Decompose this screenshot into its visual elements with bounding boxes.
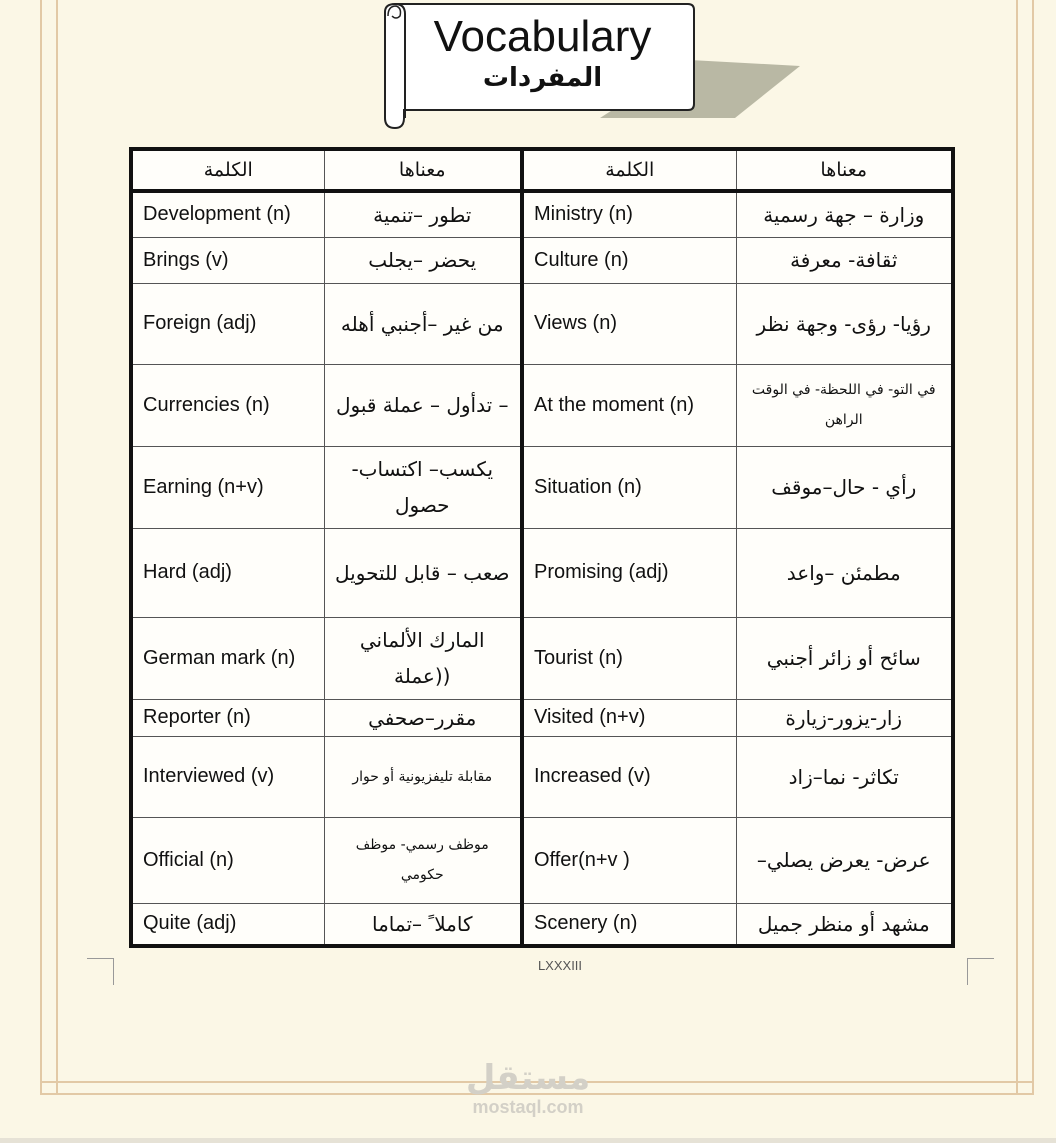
right-meaning: ثقافة- معرفة <box>736 237 953 283</box>
left-word: Official (n) <box>131 817 324 903</box>
left-word: Quite (adj) <box>131 903 324 946</box>
left-meaning: صعب – قابل للتحويل <box>324 528 522 617</box>
table-row <box>131 364 953 446</box>
left-word: Interviewed (v) <box>131 736 324 817</box>
right-word: Increased (v) <box>522 736 736 817</box>
left-word: Foreign (adj) <box>131 283 324 364</box>
left-word: Development (n) <box>131 191 324 237</box>
left-meaning: موظف رسمي- موظف حكومي <box>324 817 522 903</box>
banner-title: Vocabulary <box>433 12 652 61</box>
left-meaning: يحضر –يجلب <box>324 237 522 283</box>
right-meaning: تكاثر- نما–زاد <box>736 736 953 817</box>
right-meaning: سائح أو زائر أجنبي <box>736 617 953 699</box>
right-meaning: زار-يزور-زيارة <box>736 699 953 736</box>
right-word: Ministry (n) <box>522 191 736 237</box>
left-meaning: مقابلة تليفزيونية أو حوار <box>324 736 522 817</box>
right-meaning: مطمئن –واعد <box>736 528 953 617</box>
right-meaning: رأي - حال–موقف <box>736 446 953 528</box>
crop-mark-left <box>87 958 114 985</box>
table-row <box>131 191 953 237</box>
table-row <box>131 699 953 736</box>
left-meaning: المارك الألماني ((عملة <box>324 617 522 699</box>
left-meaning: يكسب– اكتساب- حصول <box>324 446 522 528</box>
right-word: At the moment (n) <box>522 364 736 446</box>
table-row <box>131 528 953 617</box>
table-row <box>131 446 953 528</box>
left-meaning: كاملا ً –تماما <box>324 903 522 946</box>
right-meaning: وزارة – جهة رسمية <box>736 191 953 237</box>
crop-mark-right <box>967 958 994 985</box>
right-meaning: رؤيا- رؤى- وجهة نظر <box>736 283 953 364</box>
page-number: LXXXIII <box>537 958 583 973</box>
left-word: Reporter (n) <box>131 699 324 736</box>
table-row <box>131 817 953 903</box>
left-word: German mark (n) <box>131 617 324 699</box>
header-word-right: الكلمة <box>522 149 736 191</box>
left-word: Hard (adj) <box>131 528 324 617</box>
right-word: Views (n) <box>522 283 736 364</box>
left-word: Earning (n+v) <box>131 446 324 528</box>
right-word: Offer(n+v ) <box>522 817 736 903</box>
right-word: Promising (adj) <box>522 528 736 617</box>
header-meaning-left: معناها <box>324 149 522 191</box>
table-row <box>131 237 953 283</box>
table-row <box>131 283 953 364</box>
right-word: Situation (n) <box>522 446 736 528</box>
watermark-logo: مستقل <box>465 1058 591 1098</box>
left-meaning: – تدأول – عملة قبول <box>324 364 522 446</box>
right-word: Tourist (n) <box>522 617 736 699</box>
right-word: Visited (n+v) <box>522 699 736 736</box>
table-row <box>131 903 953 946</box>
watermark-url: mostaql.com <box>472 1097 584 1117</box>
right-word: Scenery (n) <box>522 903 736 946</box>
vocabulary-table <box>129 147 955 948</box>
header-word-left: الكلمة <box>131 149 324 191</box>
left-meaning: من غير –أجنبي أهله <box>324 283 522 364</box>
right-word: Culture (n) <box>522 237 736 283</box>
right-meaning: مشهد أو منظر جميل <box>736 903 953 946</box>
right-meaning: عرض- يعرض يصلي– <box>736 817 953 903</box>
decorative-border-right <box>1016 0 1034 1095</box>
banner-subtitle: المفردات <box>482 63 603 93</box>
left-word: Currencies (n) <box>131 364 324 446</box>
left-meaning: مقرر–صحفي <box>324 699 522 736</box>
right-meaning: في التو- في اللحظة- في الوقت الراهن <box>736 364 953 446</box>
table-row <box>131 736 953 817</box>
decorative-border-left <box>40 0 58 1095</box>
table-header-row <box>131 149 953 191</box>
header-meaning-right: معناها <box>736 149 953 191</box>
bottom-band <box>0 1138 1056 1143</box>
left-word: Brings (v) <box>131 237 324 283</box>
left-meaning: تطور –تنمية <box>324 191 522 237</box>
table-row <box>131 617 953 699</box>
